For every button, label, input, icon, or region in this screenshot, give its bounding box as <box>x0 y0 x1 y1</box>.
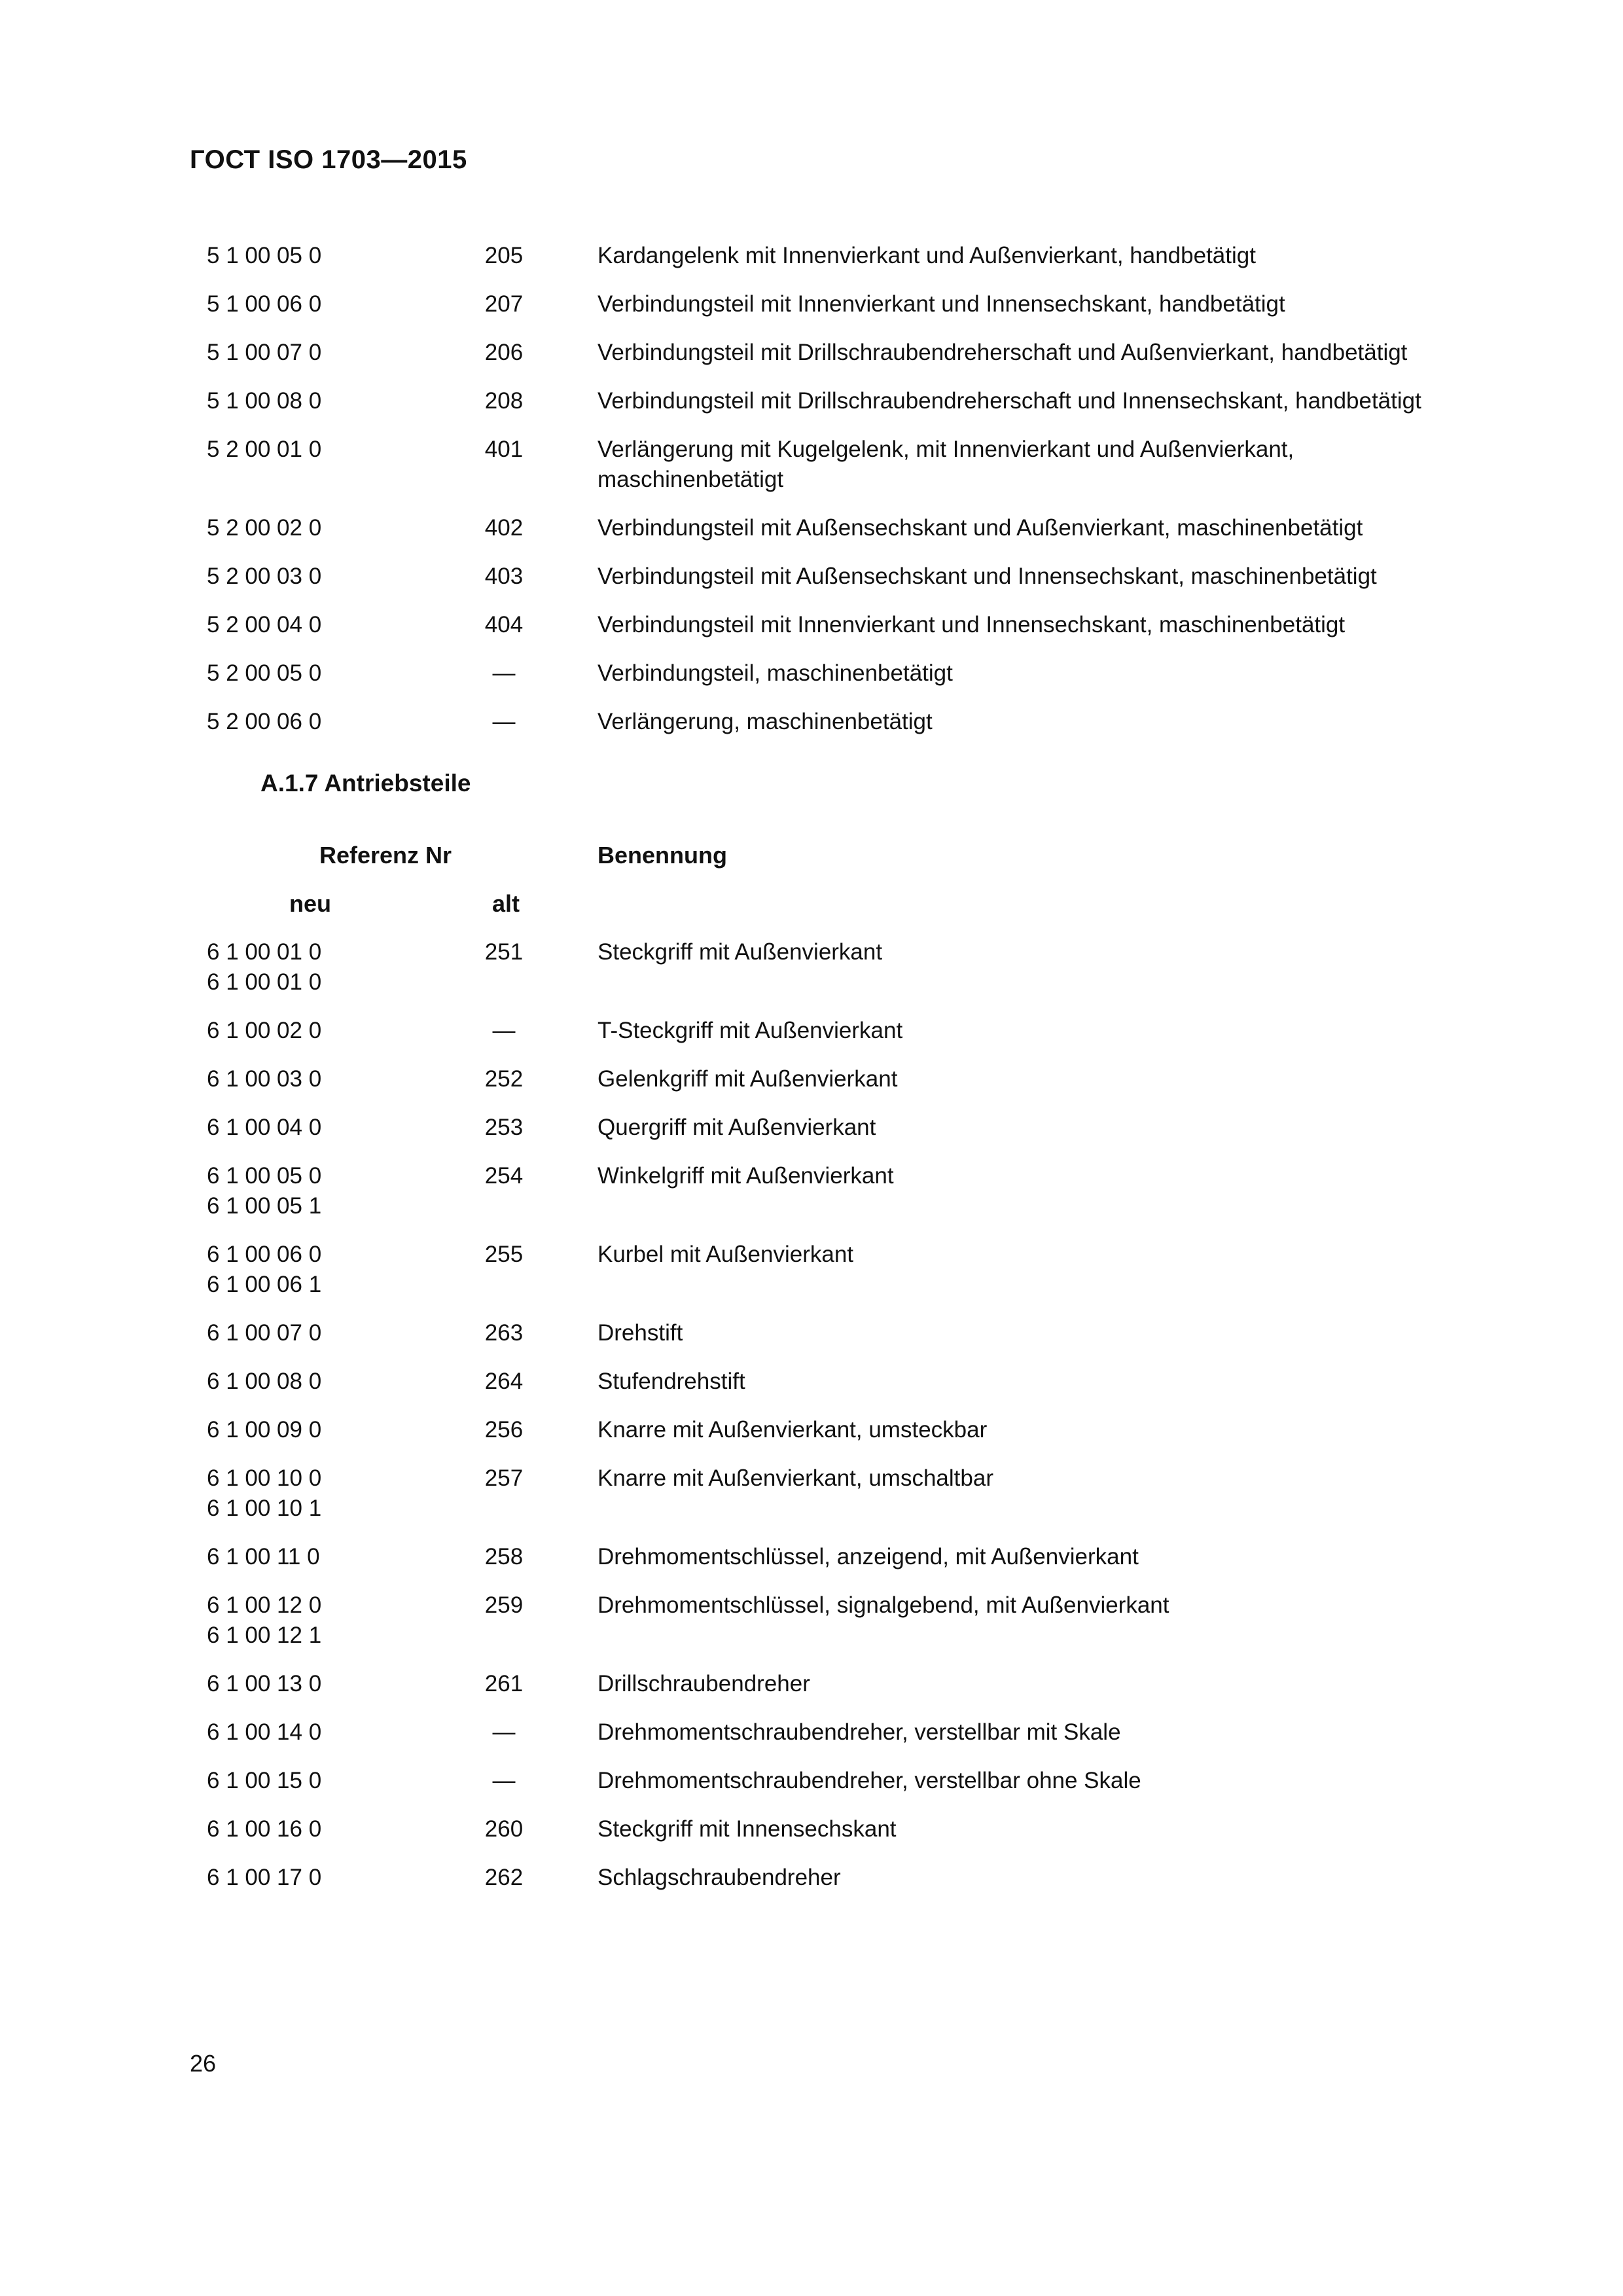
cell-alt: 261 <box>484 1671 524 1696</box>
cell-benennung <box>597 1463 1501 1494</box>
neu-number: 6 1 00 02 0 <box>207 1018 322 1043</box>
table-row <box>0 610 1623 640</box>
cell-alt: 205 <box>484 243 524 268</box>
benennung-text: T-Steckgriff mit Außenvierkant <box>597 1018 903 1043</box>
neu-number: 6 1 00 04 0 <box>207 1115 322 1140</box>
cell-alt: — <box>492 1719 516 1745</box>
cell-alt: 208 <box>484 388 524 414</box>
benennung-text: Verbindungsteil, maschinenbetätigt <box>597 660 953 686</box>
cell-alt: 252 <box>484 1066 524 1092</box>
benennung-text: Knarre mit Außenvierkant, umsteckbar <box>597 1417 988 1443</box>
cell-neu <box>207 1717 403 1748</box>
table-row <box>0 241 1623 271</box>
benennung-text: Schlagschraubendreher <box>597 1865 841 1890</box>
cell-neu <box>207 289 403 319</box>
neu-number: 6 1 00 09 0 <box>207 1417 322 1443</box>
cell-neu <box>207 707 403 737</box>
cell-neu <box>207 1463 403 1524</box>
cell-neu <box>207 562 403 592</box>
neu-number: 5 1 00 07 0 <box>207 340 322 365</box>
header-alt: alt <box>492 890 520 917</box>
cell-neu <box>207 1113 403 1143</box>
cell-benennung <box>597 338 1501 368</box>
cell-benennung <box>597 241 1501 271</box>
table-row <box>0 1318 1623 1348</box>
cell-alt: — <box>492 660 516 686</box>
cell-alt: 207 <box>484 291 524 317</box>
cell-benennung <box>597 1669 1501 1699</box>
neu-number: 6 1 00 12 0 <box>207 1592 322 1618</box>
table-row <box>0 1863 1623 1893</box>
header-neu: neu <box>289 890 332 917</box>
table-row <box>0 513 1623 543</box>
cell-neu <box>207 937 403 997</box>
cell-alt: 264 <box>484 1369 524 1394</box>
table-row <box>0 937 1623 997</box>
neu-number: 5 1 00 06 0 <box>207 291 322 317</box>
cell-alt: 262 <box>484 1865 524 1890</box>
neu-number: 5 2 00 02 0 <box>207 515 322 541</box>
cell-alt: 256 <box>484 1417 524 1443</box>
cell-alt: — <box>492 709 516 734</box>
neu-number: 6 1 00 05 1 <box>207 1193 322 1219</box>
cell-benennung <box>597 1717 1501 1748</box>
cell-alt: 253 <box>484 1115 524 1140</box>
cell-alt: 257 <box>484 1465 524 1491</box>
neu-number: 6 1 00 07 0 <box>207 1320 322 1346</box>
benennung-text: Drehstift <box>597 1320 683 1346</box>
cell-neu <box>207 1367 403 1397</box>
cell-neu <box>207 386 403 416</box>
cell-alt: 263 <box>484 1320 524 1346</box>
cell-benennung <box>597 1161 1501 1191</box>
cell-benennung <box>597 610 1501 640</box>
cell-alt: 404 <box>484 612 524 637</box>
table-row <box>0 562 1623 592</box>
cell-benennung <box>597 435 1501 495</box>
cell-neu <box>207 1161 403 1221</box>
table-row <box>0 1463 1623 1524</box>
cell-alt: 403 <box>484 564 524 589</box>
cell-benennung <box>597 1766 1501 1796</box>
benennung-text: Verbindungsteil mit Innenvierkant und Innensechskant, handbetätigt <box>597 291 1285 317</box>
neu-number: 6 1 00 16 0 <box>207 1816 322 1842</box>
neu-number: 5 2 00 06 0 <box>207 709 322 734</box>
table-row <box>0 1113 1623 1143</box>
table-row <box>0 1814 1623 1844</box>
cell-alt: 401 <box>484 437 524 462</box>
table-row <box>0 1717 1623 1748</box>
benennung-text: Verbindungsteil mit Drillschraubendreherschaft und Außenvierkant, handbetätigt <box>597 340 1408 365</box>
cell-benennung <box>597 1863 1501 1893</box>
cell-neu <box>207 513 403 543</box>
cell-alt: 206 <box>484 340 524 365</box>
cell-benennung <box>597 1542 1501 1572</box>
section-heading: A.1.7 Antriebsteile <box>260 770 471 797</box>
benennung-text: Steckgriff mit Außenvierkant <box>597 939 883 965</box>
table-row <box>0 658 1623 689</box>
benennung-text: Verbindungsteil mit Drillschraubendreherschaft und Innensechskant, handbetätigt <box>597 388 1421 414</box>
table-row <box>0 1367 1623 1397</box>
neu-number: 6 1 00 13 0 <box>207 1671 322 1696</box>
benennung-text: Drehmomentschlüssel, signalgebend, mit Außenvierkant <box>597 1592 1169 1618</box>
cell-alt: 254 <box>484 1163 524 1189</box>
neu-number: 6 1 00 11 0 <box>207 1544 320 1570</box>
cell-benennung <box>597 386 1501 416</box>
table-row <box>0 1064 1623 1094</box>
neu-number: 5 2 00 01 0 <box>207 437 322 462</box>
cell-neu <box>207 1064 403 1094</box>
benennung-text: Verbindungsteil mit Außensechskant und Innensechskant, maschinenbetätigt <box>597 564 1377 589</box>
benennung-text: Drehmomentschlüssel, anzeigend, mit Außenvierkant <box>597 1544 1139 1570</box>
cell-neu <box>207 1318 403 1348</box>
cell-benennung <box>597 1367 1501 1397</box>
table-row <box>0 1016 1623 1046</box>
cell-benennung <box>597 1064 1501 1094</box>
table-row <box>0 435 1623 495</box>
neu-number: 6 1 00 06 0 <box>207 1242 322 1267</box>
benennung-text: Steckgriff mit Innensechskant <box>597 1816 897 1842</box>
neu-number: 5 2 00 03 0 <box>207 564 322 589</box>
benennung-text: Verlängerung, maschinenbetätigt <box>597 709 933 734</box>
benennung-text: Drehmomentschraubendreher, verstellbar mit Skale <box>597 1719 1121 1745</box>
page-number: 26 <box>190 2050 217 2077</box>
table-row <box>0 1766 1623 1796</box>
benennung-text: Kardangelenk mit Innenvierkant und Außenvierkant, handbetätigt <box>597 243 1256 268</box>
benennung-text: Quergriff mit Außenvierkant <box>597 1115 876 1140</box>
cell-benennung <box>597 1415 1501 1445</box>
cell-neu <box>207 1590 403 1651</box>
cell-benennung <box>597 562 1501 592</box>
cell-benennung <box>597 937 1501 967</box>
neu-number: 5 2 00 04 0 <box>207 612 322 637</box>
neu-number: 6 1 00 01 0 <box>207 969 322 995</box>
benennung-text: Winkelgriff mit Außenvierkant <box>597 1163 894 1189</box>
cell-neu <box>207 1240 403 1300</box>
table-row <box>0 1161 1623 1221</box>
table-row <box>0 289 1623 319</box>
cell-benennung <box>597 513 1501 543</box>
neu-number: 6 1 00 12 1 <box>207 1623 322 1648</box>
benennung-text: Drillschraubendreher <box>597 1671 810 1696</box>
cell-benennung <box>597 707 1501 737</box>
benennung-text: Kurbel mit Außenvierkant <box>597 1242 854 1267</box>
neu-number: 5 2 00 05 0 <box>207 660 322 686</box>
header-benennung: Benennung <box>597 842 727 869</box>
table-row <box>0 1415 1623 1445</box>
table-row <box>0 338 1623 368</box>
cell-alt: — <box>492 1768 516 1793</box>
neu-number: 5 1 00 05 0 <box>207 243 322 268</box>
table-row <box>0 1240 1623 1300</box>
table-row <box>0 1669 1623 1699</box>
cell-neu <box>207 1766 403 1796</box>
cell-benennung <box>597 1016 1501 1046</box>
benennung-text: Verbindungsteil mit Innenvierkant und Innensechskant, maschinenbetätigt <box>597 612 1346 637</box>
cell-benennung <box>597 658 1501 689</box>
cell-benennung <box>597 1318 1501 1348</box>
cell-neu <box>207 1814 403 1844</box>
neu-number: 5 1 00 08 0 <box>207 388 322 414</box>
cell-neu <box>207 1669 403 1699</box>
neu-number: 6 1 00 03 0 <box>207 1066 322 1092</box>
cell-neu <box>207 241 403 271</box>
neu-number: 6 1 00 10 0 <box>207 1465 322 1491</box>
cell-alt: 402 <box>484 515 524 541</box>
benennung-text: maschinenbetätigt <box>597 467 784 492</box>
cell-benennung <box>597 1113 1501 1143</box>
neu-number: 6 1 00 10 1 <box>207 1496 322 1521</box>
cell-alt: 251 <box>484 939 524 965</box>
cell-alt: 260 <box>484 1816 524 1842</box>
neu-number: 6 1 00 14 0 <box>207 1719 322 1745</box>
neu-number: 6 1 00 17 0 <box>207 1865 322 1890</box>
benennung-text: Drehmomentschraubendreher, verstellbar ohne Skale <box>597 1768 1141 1793</box>
cell-neu <box>207 658 403 689</box>
table-row <box>0 1590 1623 1651</box>
cell-benennung <box>597 1590 1501 1621</box>
cell-neu <box>207 1016 403 1046</box>
cell-neu <box>207 338 403 368</box>
cell-alt: 259 <box>484 1592 524 1618</box>
table-row <box>0 1542 1623 1572</box>
cell-neu <box>207 1542 403 1572</box>
neu-number: 6 1 00 06 1 <box>207 1272 322 1297</box>
standard-header: ГОСТ ISO 1703—2015 <box>190 145 467 174</box>
benennung-text: Knarre mit Außenvierkant, umschaltbar <box>597 1465 993 1491</box>
cell-benennung <box>597 289 1501 319</box>
cell-neu <box>207 1863 403 1893</box>
cell-alt: 255 <box>484 1242 524 1267</box>
benennung-text: Gelenkgriff mit Außenvierkant <box>597 1066 898 1092</box>
cell-neu <box>207 1415 403 1445</box>
table-row <box>0 707 1623 737</box>
neu-number: 6 1 00 01 0 <box>207 939 322 965</box>
cell-benennung <box>597 1814 1501 1844</box>
benennung-text: Verbindungsteil mit Außensechskant und Außenvierkant, maschinenbetätigt <box>597 515 1363 541</box>
header-referenz-nr: Referenz Nr <box>319 842 452 869</box>
benennung-text: Stufendrehstift <box>597 1369 745 1394</box>
benennung-text: Verlängerung mit Kugelgelenk, mit Innenvierkant und Außenvierkant, <box>597 437 1294 462</box>
cell-neu <box>207 610 403 640</box>
neu-number: 6 1 00 15 0 <box>207 1768 322 1793</box>
cell-alt: — <box>492 1018 516 1043</box>
neu-number: 6 1 00 08 0 <box>207 1369 322 1394</box>
table-row <box>0 386 1623 416</box>
neu-number: 6 1 00 05 0 <box>207 1163 322 1189</box>
cell-benennung <box>597 1240 1501 1270</box>
cell-alt: 258 <box>484 1544 524 1570</box>
cell-neu <box>207 435 403 465</box>
